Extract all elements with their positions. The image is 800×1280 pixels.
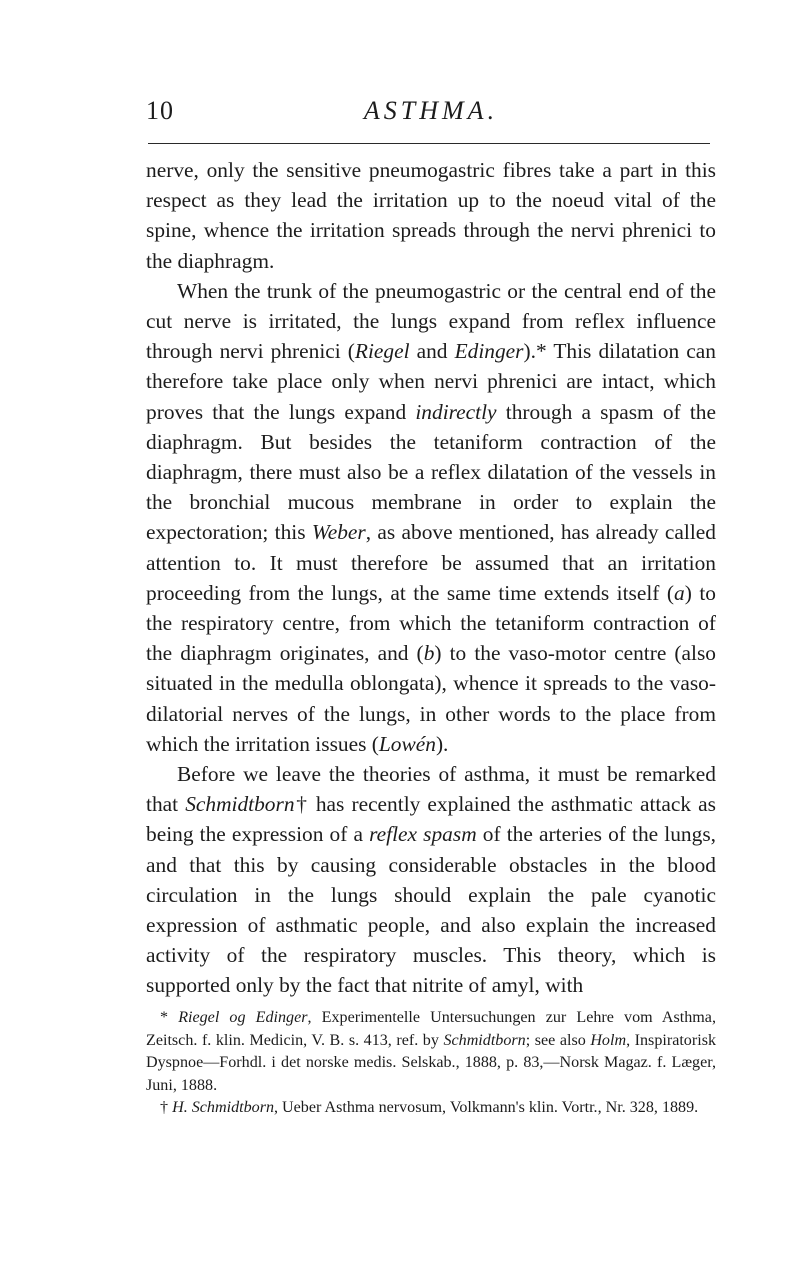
paragraph-2: When the trunk of the pneumogastric or the central end of the cut nerve is irritated, the lungs expand from reflex influence through nervi phrenici (Riegel and Edinger).* This dilatation can therefore take place only when nervi phrenici are intact, which proves that the lungs expand indirectly through a spasm of the diaphragm. But besides the tetaniform contraction of the diaphragm, there must also be a reflex dilatation of the vessels in the bronchial mucous membrane in order to explain the expectoration; this Weber, as above mentioned, has already called attention to. It must therefore be assumed that an irritation proceeding from the lungs, at the same time extends itself (a) to the respiratory centre, from which the tetaniform contraction of the diaphragm originates, and (b) to the vaso-motor centre (also situated in the medulla oblongata), whence it spreads to the vaso-dilatorial nerves of the lungs, in other words to the place from which the irritation issues (Lowén).	[146, 278, 716, 756]
paragraph-3: Before we leave the theories of asthma, it must be remarked that Schmidtborn† has recently explained the asthmatic attack as being the expression of a reflex spasm of the arteries of the lungs, and that this by causing considerable obstacles in the blood circulation in the lungs should explain the pale cyanotic expression of asthmatic people, and also explain the increased activity of the respiratory muscles. This theory, which is supported only by the fact that nitrite of amyl, with	[146, 762, 716, 998]
paragraph-1: nerve, only the sensitive pneumogastric fibres take a part in this respect as they lead the irritation up to the noeud vital of the spine, whence the irritation spreads through the nervi phrenici to the diaphragm.	[146, 158, 716, 273]
running-head: ASTHMA.	[363, 96, 499, 125]
body-text	[146, 155, 716, 1001]
page-header	[146, 96, 716, 136]
page-number: 10	[146, 96, 174, 125]
footnote-2: † H. Schmidtborn, Ueber Asthma nervosum, Volkmann's klin. Vortr., Nr. 328, 1889.	[160, 1099, 699, 1117]
header-rule	[148, 143, 710, 144]
footnotes	[146, 1007, 716, 1120]
footnote-1: * Riegel og Edinger, Experimentelle Untersuchungen zur Lehre vom Asthma, Zeitsch. f. klin. Medicin, V. B. s. 413, ref. by Schmidtborn; see also Holm, Inspiratorisk Dyspnoe—Forhdl. i det norske medis. Selskab., 1888, p. 83,—Norsk Magaz. f. Læger, Juni, 1888.	[146, 1009, 716, 1094]
